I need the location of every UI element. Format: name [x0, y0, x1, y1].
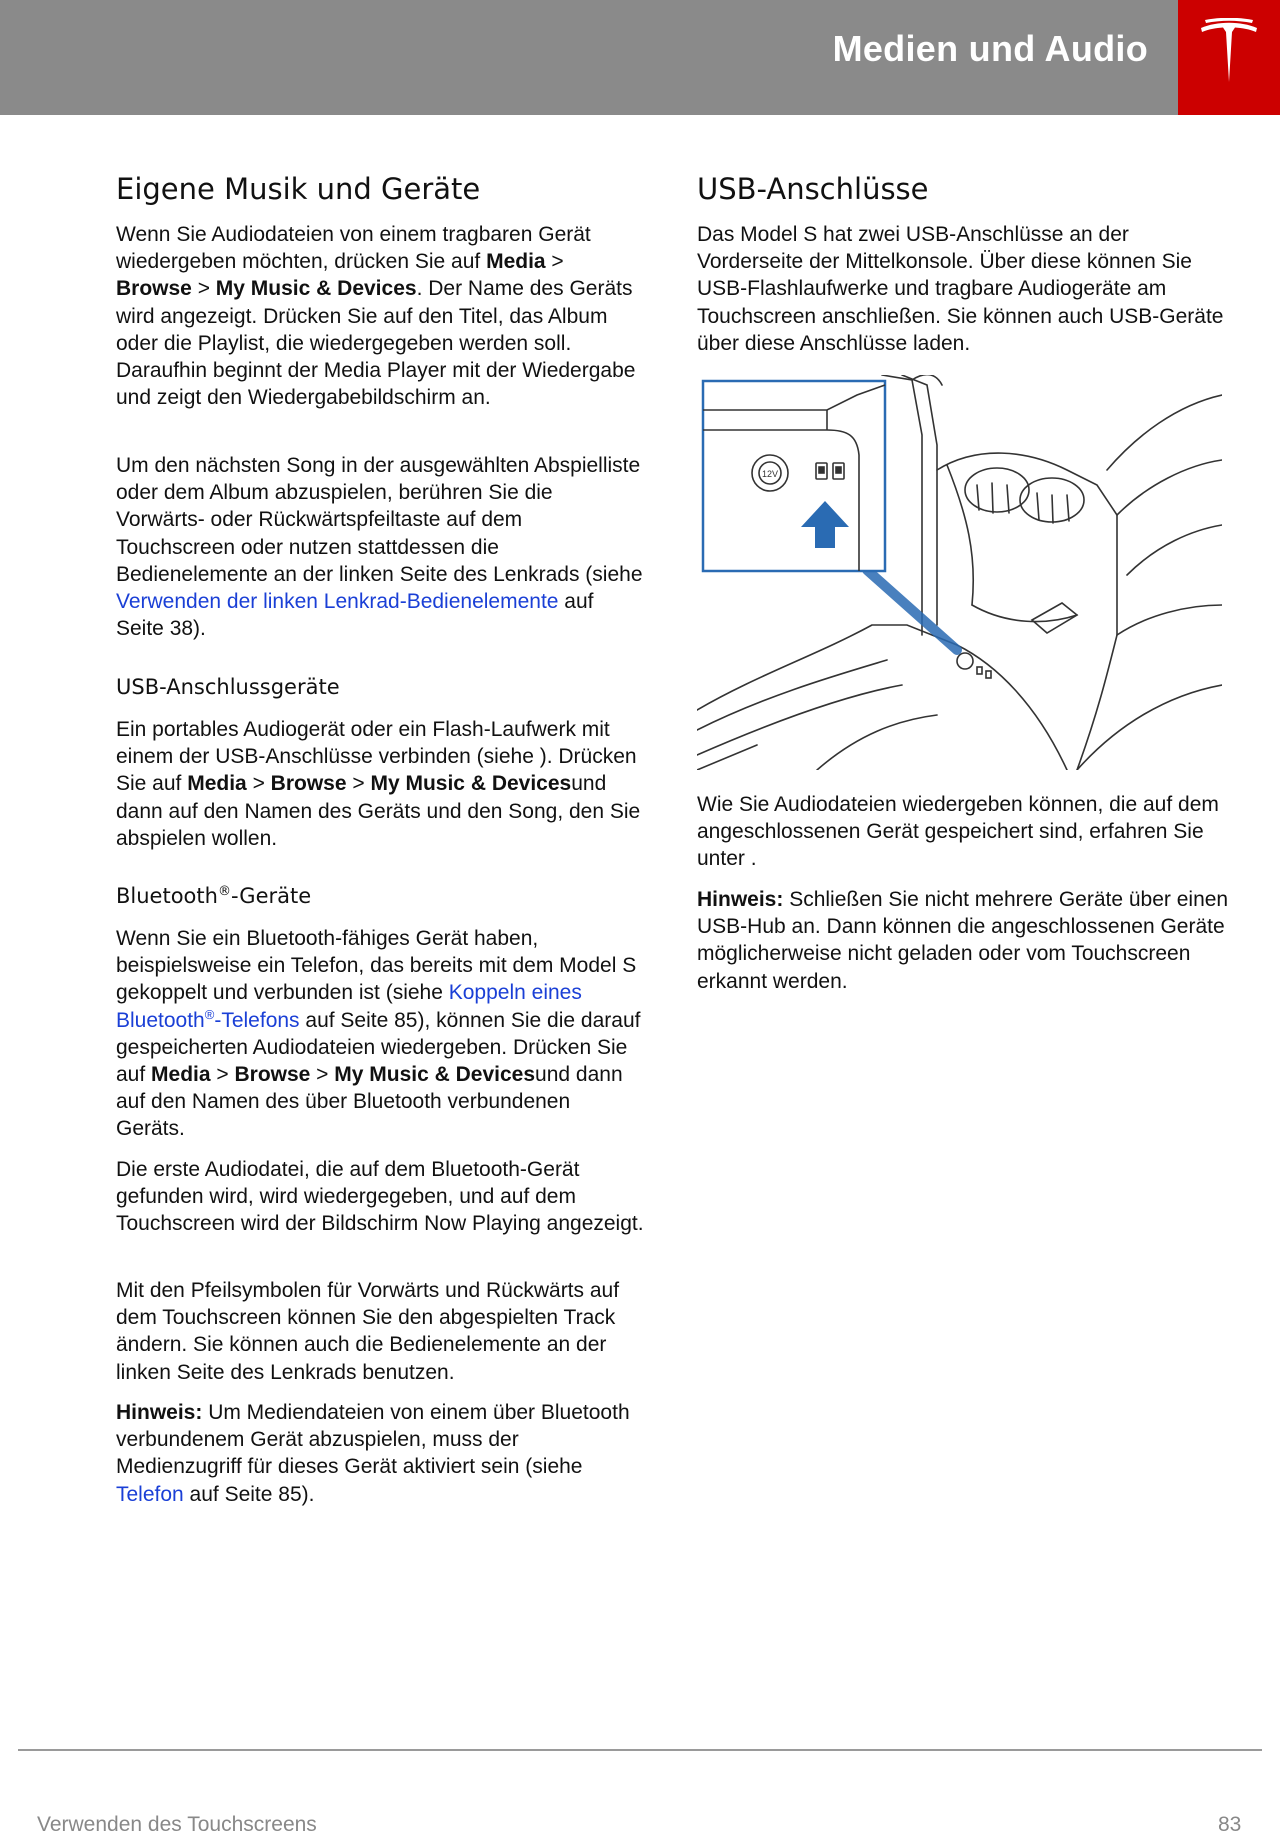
paragraph-bluetooth-3: Mit den Pfeilsymbolen für Vorwärts und Rückwärts auf dem Touchscreen können Sie den abgespielten Track ändern. Sie können auch die Bedienelemente an der linken Seite des Lenkrads benutzen.: [116, 1279, 620, 1384]
paragraph-bluetooth-2: Die erste Audiodatei, die auf dem Bluetooth-Gerät gefunden wird, wird wiedergegeben, und auf dem Touchscreen wird der Bildschirm Now Playing angezeigt.: [116, 1158, 644, 1236]
paragraph-usb-ports: Das Model S hat zwei USB-Anschlüsse an der Vorderseite der Mittelkonsole. Über diese können Sie USB-Flashlaufwerke und tragbare Audiogeräte am Touchscreen anschließen. Sie können auch USB-Geräte über diese Anschlüsse laden.: [697, 223, 1224, 355]
socket-label-12v: 12V: [761, 469, 779, 479]
paragraph-usb-devices: Ein portables Audiogerät oder ein Flash-Laufwerk mit einem der USB-Anschlüsse verbinden (siehe ). Drücken Sie auf Media > Browse > My Music & Devicesund dann auf den Namen des Geräts und den Song, den Sie abspielen wollen.: [116, 718, 641, 850]
link-telefon[interactable]: Telefon: [116, 1482, 184, 1506]
section-title-own-music: Eigene Musik und Geräte: [116, 172, 481, 206]
section-title-usb-devices: USB-Anschlussgeräte: [116, 675, 340, 699]
page-number: 83: [1218, 1813, 1242, 1836]
link-pair-bluetooth-phone[interactable]: Koppeln eines Bluetooth®-Telefons: [116, 981, 582, 1032]
note-usb-hub: Hinweis: Schließen Sie nicht mehrere Geräte über einen USB-Hub an. Dann können die angeschlossenen Geräte möglicherweise nicht geladen oder vom Touchscreen erkannt werden.: [697, 888, 1229, 993]
section-title-usb-ports: USB-Anschlüsse: [697, 172, 929, 206]
paragraph-usb-playback: Wie Sie Audiodateien wiedergeben können, die auf dem angeschlossenen Gerät gespeichert sind, erfahren Sie unter .: [697, 793, 1219, 871]
tesla-logo-icon: [1199, 18, 1259, 86]
header-bar: [0, 0, 1178, 115]
section-title-bluetooth-devices: Bluetooth®-Geräte: [116, 884, 312, 908]
footer-divider: [18, 1749, 1262, 1751]
paragraph-own-music-2: Um den nächsten Song in der ausgewählten Abspielliste oder dem Album abzuspielen, berühren Sie die Vorwärts- oder Rückwärtspfeiltaste auf dem Touchscreen oder nutzen stattdessen die Bedienelemente an der linken Seite des Lenkrads (siehe Verwenden der linken Lenkrad-Bedienelemente auf Seite 38).: [116, 454, 643, 641]
brand-logo-box: [1178, 0, 1280, 115]
link-left-steering-controls[interactable]: Verwenden der linken Lenkrad-Bedienelemente: [116, 590, 559, 614]
paragraph-own-music-1: Wenn Sie Audiodateien von einem tragbaren Gerät wiedergeben möchten, drücken Sie auf Media > Browse > My Music & Devices. Der Name des Geräts wird angezeigt. Drücken Sie auf den Titel, das Album oder die Playlist, die wiedergegeben werden soll. Daraufhin beginnt der Media Player mit der Wiedergabe und zeigt den Wiedergabebildschirm an.: [116, 223, 636, 410]
console-line-drawing: [697, 375, 1222, 770]
usb-ports-illustration: [697, 375, 1222, 770]
footer-section-name: Verwenden des Touchscreens: [37, 1813, 317, 1836]
page-title: Medien und Audio: [832, 28, 1148, 69]
paragraph-bluetooth-1: Wenn Sie ein Bluetooth-fähiges Gerät haben, beispielsweise ein Telefon, das bereits mit dem Model S gekoppelt und verbunden ist (siehe Koppeln eines Bluetooth®-Telefons auf Seite 85), können Sie die darauf gespeicherten Audiodateien wiedergeben. Drücken Sie auf Media > Browse > My Music & Devicesund dann auf den Namen des über Bluetooth verbundenen Geräts.: [116, 927, 641, 1141]
note-bluetooth: Hinweis: Um Mediendateien von einem über Bluetooth verbundenem Gerät abzuspielen, muss der Medienzugriff für dieses Gerät aktiviert sein (siehe Telefon auf Seite 85).: [116, 1401, 630, 1506]
